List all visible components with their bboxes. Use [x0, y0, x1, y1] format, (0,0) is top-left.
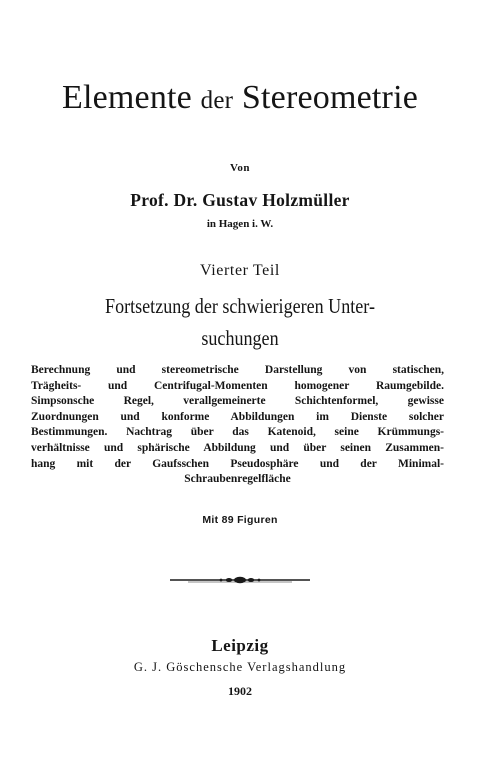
description-line: Zuordnungen und konforme Abbildungen im Dienste solcher — [31, 410, 444, 423]
description-line: Bestimmungen. Nachtrag über das Katenoid, seine Krümmungs- — [31, 426, 444, 439]
description-line: Schraubenregelfläche — [184, 473, 291, 486]
title-word-stereometrie: Stereometrie — [241, 79, 419, 116]
description-line: verhältnisse und sphärische Abbildung und über seinen Zusammen- — [31, 441, 444, 454]
imprint-city: Leipzig — [211, 636, 269, 655]
description-line: hang mit der Gaufsschen Pseudosphäre und der Minimal- — [31, 457, 444, 470]
description-line: Berechnung und stereometrische Darstellung von statischen, — [31, 364, 444, 376]
part-label: Vierter Teil — [200, 262, 280, 279]
title-word-elemente: Elemente — [61, 79, 192, 116]
description-line: Trägheits- und Centrifugal-Momenten homogener Raumgebilde. — [31, 379, 444, 392]
description — [31, 363, 444, 488]
imprint-publisher: G. J. Göschensche Verlagshandlung — [133, 660, 347, 674]
description-line: Simpsonsche Regel, verallgemeinerte Schichtenformel, gewisse — [31, 395, 444, 408]
author-name: Prof. Dr. Gustav Holzmüller — [130, 190, 350, 210]
author-place: in Hagen i. W. — [206, 218, 274, 230]
subtitle-line-2: suchungen — [201, 326, 279, 350]
imprint-year: 1902 — [228, 684, 252, 698]
divider-ornament — [168, 573, 312, 587]
book-title — [0, 78, 480, 121]
byline: Von — [229, 162, 251, 174]
title-word-der: der — [200, 87, 234, 114]
subtitle-line-1: Fortsetzung der schwierigeren Unter- — [105, 294, 375, 318]
figures-note: Mit 89 Figuren — [202, 514, 278, 526]
